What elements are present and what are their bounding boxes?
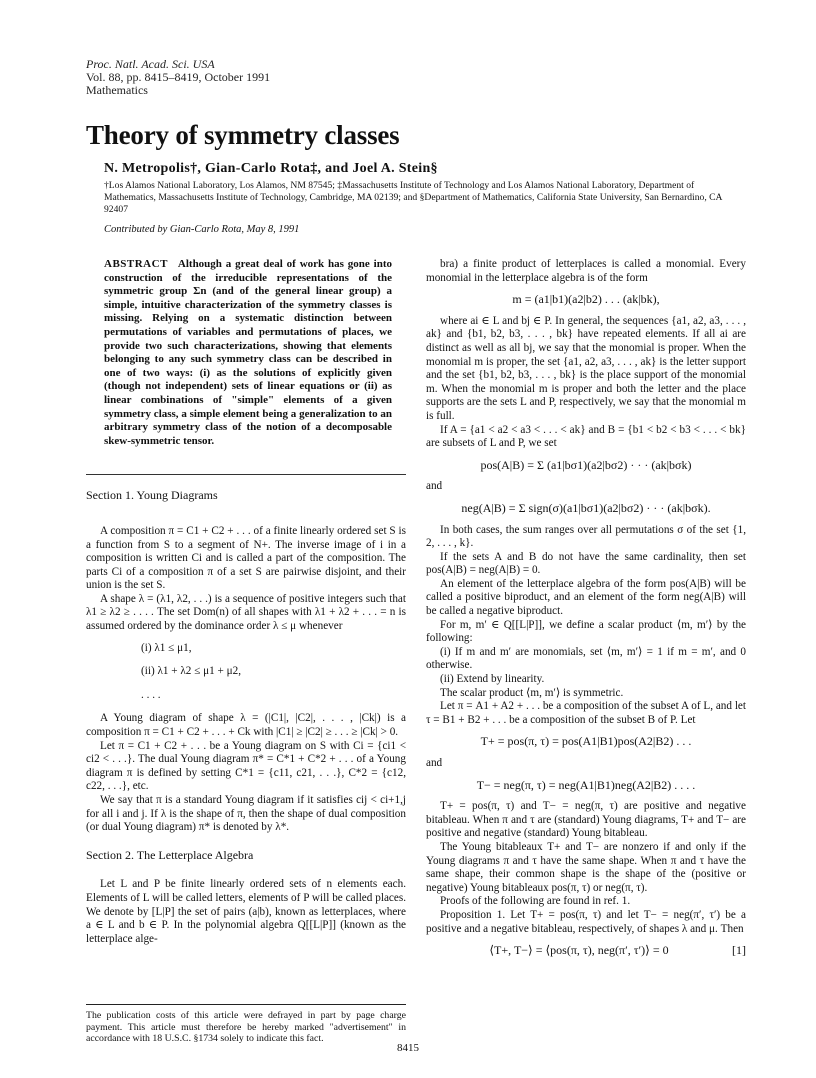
- footnote-divider: [86, 1004, 406, 1005]
- affiliations: †Los Alamos National Laboratory, Los Alamos, NM 87545; ‡Massachusetts Institute of Technology and Los Alamos National Laboratory, Department of Mathematics, Massachusetts Institute of Technology, Cambridge, MA 02139; and §Department of Mathematics, California State University, San Bernardino, CA 92407: [104, 180, 722, 215]
- equation-number: [1]: [732, 943, 746, 958]
- journal-name: Proc. Natl. Acad. Sci. USA: [86, 57, 215, 71]
- paragraph: In both cases, the sum ranges over all permutations σ of the set {1, 2, . . . , k}.: [426, 523, 746, 550]
- section1-paragraph: Let π = C1 + C2 + . . . be a Young diagram on S with Ci = {ci1 < ci2 < . . .}. The dual Young diagram π* = C*1 + C*2 + . . . of a Young diagram π is defined by setting C*1 = {c11, c21, . . .}, C*2 = {c12, c22, . . .}, etc.: [86, 739, 406, 793]
- list-item: (ii) λ1 + λ2 ≤ μ1 + μ2,: [141, 665, 242, 678]
- paragraph: If A = {a1 < a2 < a3 < . . . < ak} and B = {b1 < b2 < b3 < . . . < bk} are subsets of L and P, we set: [426, 423, 746, 450]
- equation-monomial: m = (a1|b1)(a2|b2) . . . (ak|bk),: [512, 292, 660, 307]
- section1-paragraph: We say that π is a standard Young diagram if it satisfies cij < ci+1,j for all i and j. If λ is the shape of π, then the shape of dual composition (or dual Young diagram) π* is denoted by λ*.: [86, 794, 406, 834]
- equation-tplus: T+ = pos(π, τ) = pos(A1|B1)pos(A2|B2) . . .: [480, 734, 692, 749]
- section1-paragraph: A composition π = C1 + C2 + . . . of a finite linearly ordered set S is a function from S to a segment of N+. The inverse image of i in a composition is written Ci and is called a part of the composition. The parts Ci of a composition π of a set S are pairwise disjoint, and their union is the set S.: [86, 524, 406, 592]
- abstract-label: ABSTRACT: [104, 258, 168, 270]
- section2-paragraph: Let L and P be finite linearly ordered sets of n elements each. Elements of L will be called letters, elements of P will be called places. We denote by [L|P] the set of pairs (a|b), known as letterplaces, where a ∈ L and b ∈ P. In the polynomial algebra Q[[L|P]] (known as the letterplace alge-: [86, 878, 406, 945]
- authors: N. Metropolis†, Gian-Carlo Rota‡, and Joel A. Stein§: [104, 161, 438, 176]
- paragraph: For m, m′ ∈ Q[[L|P]], we define a scalar product ⟨m, m′⟩ by the following:: [426, 618, 746, 645]
- connector-text: and: [426, 757, 443, 769]
- list-item: (i) λ1 ≤ μ1,: [141, 641, 192, 654]
- paragraph: The scalar product ⟨m, m′⟩ is symmetric.: [440, 686, 624, 699]
- paragraph: bra) a finite product of letterplaces is called a monomial. Every monomial in the letterplace algebra is of the form: [426, 258, 746, 284]
- journal-header: [86, 58, 270, 97]
- journal-section: Mathematics: [86, 83, 148, 97]
- section1-paragraph: A Young diagram of shape λ = (|C1|, |C2|, . . . , |Ck|) is a composition π = C1 + C2 + . . . + Ck with |C1| ≥ |C2| ≥ . . . ≥ |Ck| > 0.: [86, 712, 406, 739]
- section1-paragraph: A shape λ = (λ1, λ2, . . .) is a sequence of positive integers such that λ1 ≥ λ2 ≥ . . . . The set Dom(n) of all shapes with λ1 + λ2 + . . . = n is assumed ordered by the dominance order λ ≤ μ whenever: [86, 592, 406, 633]
- contributed-by: Contributed by Gian-Carlo Rota, May 8, 1991: [104, 224, 300, 235]
- equation-pos: pos(A|B) = Σ (a1|bσ1)(a2|bσ2) · · · (ak|bσk): [480, 457, 692, 472]
- footnote: The publication costs of this article were defrayed in part by page charge payment. This article must therefore be hereby marked "advertisement" in accordance with 18 U.S.C. §1734 solely to indicate this fact.: [86, 1010, 406, 1045]
- abstract-text: Although a great deal of work has gone into construction of the irreducible representations of the symmetric group Σn (and of the general linear group) a simple, intuitive characterization of the symmetry classes is missing. Relying on a systematic distinction between permutations of variables and permutations of places, we provide two such characterizations, showing that elements belonging to any such symmetry class can be described in one of two ways: (i) as the solutions of explicitly given (though not independent) sets of linear equations or (ii) as linear combinations of "simple" elements of a given symmetry class, a simple element being a generalization to an arbitrary symmetry class of the notion of a decomposable skew-symmetric tensor.: [104, 258, 392, 447]
- equation-proposition: [426, 944, 746, 958]
- paragraph: An element of the letterplace algebra of the form pos(A|B) will be called a positive biproduct, and an element of the form neg(A|B) will be called a negative biproduct.: [426, 577, 746, 618]
- paper-title: Theory of symmetry classes: [86, 120, 400, 150]
- page-number: 8415: [397, 1042, 419, 1054]
- right-column: [426, 258, 746, 966]
- paragraph: (ii) Extend by linearity.: [440, 673, 545, 686]
- paragraph: where ai ∈ L and bj ∈ P. In general, the sequences {a1, a2, a3, . . . , ak} and {b1, b2, b3, . . . , bk} have repeated elements. If all ai are distinct as well as all bj, we say that the monomial is proper. When the monomial m is proper, the set {a1, a2, a3, . . . , ak} is the letter support and the set {b1, b2, b3, . . . , bk} is the place support of the monomial m. When the monomial m is proper and both the letter and the place supports are the sets L and P, respectively, we say that the monomial m is full.: [426, 314, 746, 422]
- abstract: [86, 258, 406, 448]
- proposition: Proposition 1. Let T+ = pos(π, τ) and let T− = neg(π′, τ′) be a positive and a negative bitableau, respectively, of shapes λ and μ. Then: [426, 908, 746, 935]
- list-item: . . . .: [141, 688, 161, 701]
- paragraph: Let π = A1 + A2 + . . . be a composition of the subset A of L, and let τ = B1 + B2 + . . . be a composition of the subset B of P. Let: [426, 700, 746, 726]
- connector-text: and: [426, 480, 443, 493]
- paragraph: (i) If m and m′ are monomials, set ⟨m, m′⟩ = 1 if m = m′, and 0 otherwise.: [426, 645, 746, 672]
- equation-neg: neg(A|B) = Σ sign(σ)(a1|bσ1)(a2|bσ2) · · · (ak|bσk).: [461, 500, 711, 515]
- section2-heading: Section 2. The Letterplace Algebra: [86, 847, 254, 862]
- paragraph: T+ = pos(π, τ) and T− = neg(π, τ) are positive and negative bitableau. When π and τ are (standard) Young diagrams, T+ and T− are positive and negative (standard) Young bitableau.: [426, 800, 746, 840]
- paragraph: The Young bitableaux T+ and T− are nonzero if and only if the Young diagrams π and τ have the same shape. When π and τ have the same shape, their common shape is the shape of the (positive or negative) Young bitableaux pos(π, τ) or neg(π, τ).: [426, 840, 746, 894]
- journal-volume: Vol. 88, pp. 8415–8419, October 1991: [86, 70, 271, 84]
- section1-heading: Section 1. Young Diagrams: [86, 488, 218, 503]
- left-column: [86, 258, 406, 946]
- section-divider: [86, 474, 406, 475]
- paragraph: If the sets A and B do not have the same cardinality, then set pos(A|B) = neg(A|B) = 0.: [426, 550, 746, 577]
- equation-tminus: T− = neg(π, τ) = neg(A1|B1)neg(A2|B2) . . . .: [476, 777, 696, 792]
- paragraph: Proofs of the following are found in ref. 1.: [440, 895, 631, 908]
- equation-proposition-body: ⟨T+, T−⟩ = ⟨pos(π, τ), neg(π′, τ′)⟩ = 0: [489, 943, 669, 958]
- dominance-list: [86, 642, 406, 703]
